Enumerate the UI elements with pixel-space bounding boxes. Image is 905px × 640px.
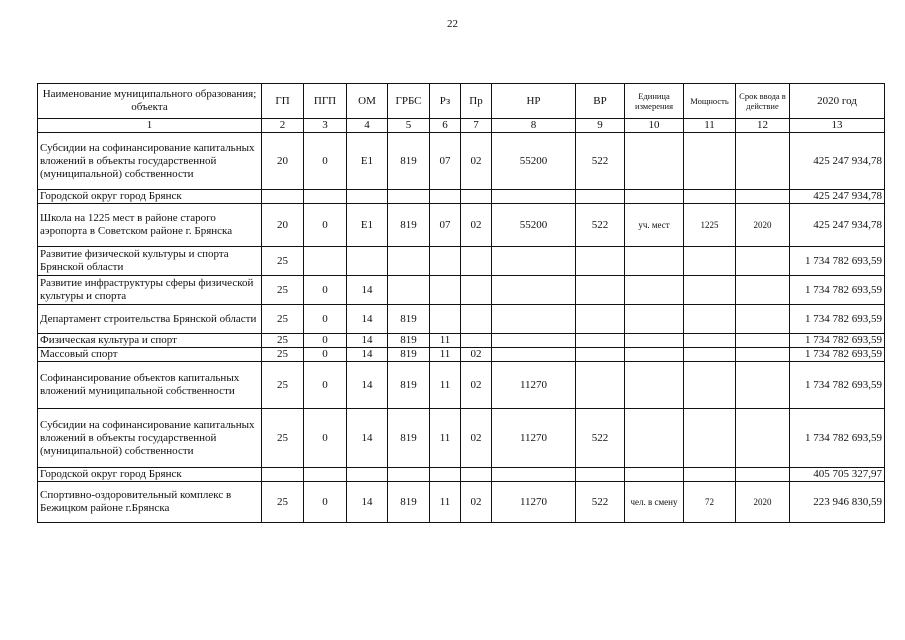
- amount-cell: 425 247 934,78: [790, 133, 885, 190]
- pgp-cell: 0: [304, 305, 347, 334]
- pgp-cell: [304, 468, 347, 482]
- gp-cell: [262, 468, 304, 482]
- pr-cell: [461, 305, 492, 334]
- capacity-cell: [684, 334, 736, 348]
- vr-cell: [576, 247, 625, 276]
- table-row: [38, 133, 885, 190]
- capacity-cell: [684, 276, 736, 305]
- grbs-cell: 819: [388, 133, 430, 190]
- amount-cell: 1 734 782 693,59: [790, 409, 885, 468]
- capacity-cell: [684, 305, 736, 334]
- vr-cell: 522: [576, 409, 625, 468]
- grbs-cell: 819: [388, 482, 430, 523]
- om-cell: 14: [347, 348, 388, 362]
- table-row: [38, 362, 885, 409]
- rz-cell: 11: [430, 362, 461, 409]
- table-row: [38, 247, 885, 276]
- rz-cell: 07: [430, 133, 461, 190]
- amount-cell: 1 734 782 693,59: [790, 362, 885, 409]
- unit-cell: [625, 133, 684, 190]
- pr-cell: 02: [461, 133, 492, 190]
- row-name-cell: Городской округ город Брянск: [38, 468, 262, 482]
- pr-cell: 02: [461, 362, 492, 409]
- gp-cell: 25: [262, 334, 304, 348]
- vr-cell: [576, 348, 625, 362]
- pgp-cell: 0: [304, 204, 347, 247]
- header-name: Наименование муниципального образования; объекта: [38, 84, 262, 119]
- grbs-cell: [388, 276, 430, 305]
- vr-cell: [576, 334, 625, 348]
- deadline-cell: 2020: [736, 482, 790, 523]
- unit-cell: уч. мест: [625, 204, 684, 247]
- grbs-cell: 819: [388, 409, 430, 468]
- nr-cell: 55200: [492, 133, 576, 190]
- table-row: [38, 409, 885, 468]
- header-vr: ВР: [576, 84, 625, 119]
- pr-cell: 02: [461, 348, 492, 362]
- table-row: [38, 482, 885, 523]
- vr-cell: [576, 276, 625, 305]
- row-name-cell: Департамент строительства Брянской области: [38, 305, 262, 334]
- om-cell: 14: [347, 482, 388, 523]
- om-cell: [347, 190, 388, 204]
- capacity-cell: [684, 409, 736, 468]
- capacity-cell: [684, 247, 736, 276]
- amount-cell: 1 734 782 693,59: [790, 334, 885, 348]
- deadline-cell: [736, 409, 790, 468]
- capacity-cell: [684, 362, 736, 409]
- column-number: 6: [430, 119, 461, 133]
- table-row: [38, 190, 885, 204]
- amount-cell: 425 247 934,78: [790, 204, 885, 247]
- deadline-cell: [736, 276, 790, 305]
- pr-cell: [461, 190, 492, 204]
- table-row: [38, 468, 885, 482]
- header-row: [38, 84, 885, 119]
- vr-cell: 522: [576, 204, 625, 247]
- rz-cell: [430, 305, 461, 334]
- table-row: [38, 204, 885, 247]
- column-number: 4: [347, 119, 388, 133]
- rz-cell: 11: [430, 409, 461, 468]
- row-name-cell: Субсидии на софинансирование капитальных вложений в объекты государственной (муниципальной) собственности: [38, 409, 262, 468]
- grbs-cell: 819: [388, 305, 430, 334]
- vr-cell: [576, 190, 625, 204]
- nr-cell: [492, 190, 576, 204]
- gp-cell: 25: [262, 482, 304, 523]
- nr-cell: 11270: [492, 482, 576, 523]
- header-pgp: ПГП: [304, 84, 347, 119]
- nr-cell: [492, 468, 576, 482]
- vr-cell: 522: [576, 482, 625, 523]
- capacity-cell: [684, 468, 736, 482]
- column-number-row: [38, 119, 885, 133]
- deadline-cell: [736, 348, 790, 362]
- deadline-cell: [736, 468, 790, 482]
- pgp-cell: 0: [304, 362, 347, 409]
- table-row: [38, 305, 885, 334]
- header-rz: Рз: [430, 84, 461, 119]
- gp-cell: 25: [262, 409, 304, 468]
- unit-cell: [625, 334, 684, 348]
- capacity-cell: [684, 133, 736, 190]
- unit-cell: [625, 190, 684, 204]
- row-name-cell: Спортивно-оздоровительный комплекс в Бежицком районе г.Брянска: [38, 482, 262, 523]
- amount-cell: 425 247 934,78: [790, 190, 885, 204]
- amount-cell: 1 734 782 693,59: [790, 276, 885, 305]
- deadline-cell: 2020: [736, 204, 790, 247]
- row-name-cell: Субсидии на софинансирование капитальных вложений в объекты государственной (муниципальной) собственности: [38, 133, 262, 190]
- header-pr: Пр: [461, 84, 492, 119]
- nr-cell: [492, 334, 576, 348]
- gp-cell: 20: [262, 133, 304, 190]
- header-gp: ГП: [262, 84, 304, 119]
- column-number: 10: [625, 119, 684, 133]
- om-cell: 14: [347, 409, 388, 468]
- header-capacity: Мощность: [684, 84, 736, 119]
- table-row: [38, 348, 885, 362]
- pr-cell: 02: [461, 482, 492, 523]
- gp-cell: 25: [262, 348, 304, 362]
- header-om: ОМ: [347, 84, 388, 119]
- deadline-cell: [736, 362, 790, 409]
- grbs-cell: 819: [388, 362, 430, 409]
- capacity-cell: 1225: [684, 204, 736, 247]
- header-unit: Единица измерения: [625, 84, 684, 119]
- row-name-cell: Физическая культура и спорт: [38, 334, 262, 348]
- vr-cell: [576, 362, 625, 409]
- budget-table: [37, 83, 885, 523]
- row-name-cell: Софинансирование объектов капитальных вложений муниципальной собственности: [38, 362, 262, 409]
- om-cell: [347, 468, 388, 482]
- row-name-cell: Развитие физической культуры и спорта Брянской области: [38, 247, 262, 276]
- unit-cell: [625, 305, 684, 334]
- gp-cell: 20: [262, 204, 304, 247]
- pgp-cell: 0: [304, 409, 347, 468]
- pgp-cell: [304, 247, 347, 276]
- amount-cell: 1 734 782 693,59: [790, 348, 885, 362]
- grbs-cell: [388, 468, 430, 482]
- row-name-cell: Городской округ город Брянск: [38, 190, 262, 204]
- vr-cell: [576, 305, 625, 334]
- grbs-cell: 819: [388, 334, 430, 348]
- column-number: 3: [304, 119, 347, 133]
- gp-cell: 25: [262, 247, 304, 276]
- capacity-cell: [684, 348, 736, 362]
- column-number: 9: [576, 119, 625, 133]
- header-grbs: ГРБС: [388, 84, 430, 119]
- gp-cell: 25: [262, 362, 304, 409]
- om-cell: E1: [347, 133, 388, 190]
- gp-cell: 25: [262, 305, 304, 334]
- pr-cell: [461, 247, 492, 276]
- gp-cell: [262, 190, 304, 204]
- rz-cell: 07: [430, 204, 461, 247]
- header-deadline: Срок ввода в действие: [736, 84, 790, 119]
- row-name-cell: Массовый спорт: [38, 348, 262, 362]
- pgp-cell: [304, 190, 347, 204]
- deadline-cell: [736, 334, 790, 348]
- page-number: 22: [447, 18, 458, 30]
- deadline-cell: [736, 133, 790, 190]
- pgp-cell: 0: [304, 133, 347, 190]
- amount-cell: 1 734 782 693,59: [790, 247, 885, 276]
- unit-cell: [625, 348, 684, 362]
- unit-cell: [625, 468, 684, 482]
- header-nr: НР: [492, 84, 576, 119]
- om-cell: 14: [347, 334, 388, 348]
- om-cell: 14: [347, 305, 388, 334]
- rz-cell: 11: [430, 334, 461, 348]
- grbs-cell: 819: [388, 204, 430, 247]
- nr-cell: [492, 348, 576, 362]
- unit-cell: [625, 276, 684, 305]
- om-cell: 14: [347, 362, 388, 409]
- unit-cell: [625, 409, 684, 468]
- grbs-cell: 819: [388, 348, 430, 362]
- unit-cell: [625, 247, 684, 276]
- deadline-cell: [736, 305, 790, 334]
- amount-cell: 223 946 830,59: [790, 482, 885, 523]
- pgp-cell: 0: [304, 482, 347, 523]
- pgp-cell: 0: [304, 348, 347, 362]
- nr-cell: 55200: [492, 204, 576, 247]
- column-number: 7: [461, 119, 492, 133]
- column-number: 1: [38, 119, 262, 133]
- nr-cell: [492, 276, 576, 305]
- row-name-cell: Школа на 1225 мест в районе старого аэропорта в Советском районе г. Брянска: [38, 204, 262, 247]
- pr-cell: [461, 334, 492, 348]
- deadline-cell: [736, 247, 790, 276]
- column-number: 13: [790, 119, 885, 133]
- grbs-cell: [388, 190, 430, 204]
- pgp-cell: 0: [304, 334, 347, 348]
- header-year: 2020 год: [790, 84, 885, 119]
- amount-cell: 1 734 782 693,59: [790, 305, 885, 334]
- column-number: 12: [736, 119, 790, 133]
- nr-cell: [492, 305, 576, 334]
- capacity-cell: [684, 190, 736, 204]
- rz-cell: [430, 247, 461, 276]
- nr-cell: 11270: [492, 362, 576, 409]
- nr-cell: [492, 247, 576, 276]
- column-number: 8: [492, 119, 576, 133]
- om-cell: 14: [347, 276, 388, 305]
- rz-cell: 11: [430, 482, 461, 523]
- pr-cell: [461, 276, 492, 305]
- column-number: 11: [684, 119, 736, 133]
- pr-cell: 02: [461, 409, 492, 468]
- om-cell: [347, 247, 388, 276]
- vr-cell: 522: [576, 133, 625, 190]
- deadline-cell: [736, 190, 790, 204]
- gp-cell: 25: [262, 276, 304, 305]
- rz-cell: 11: [430, 348, 461, 362]
- capacity-cell: 72: [684, 482, 736, 523]
- rz-cell: [430, 468, 461, 482]
- unit-cell: чел. в смену: [625, 482, 684, 523]
- column-number: 5: [388, 119, 430, 133]
- column-number: 2: [262, 119, 304, 133]
- nr-cell: 11270: [492, 409, 576, 468]
- vr-cell: [576, 468, 625, 482]
- om-cell: E1: [347, 204, 388, 247]
- row-name-cell: Развитие инфраструктуры сферы физической культуры и спорта: [38, 276, 262, 305]
- amount-cell: 405 705 327,97: [790, 468, 885, 482]
- grbs-cell: [388, 247, 430, 276]
- pr-cell: [461, 468, 492, 482]
- pr-cell: 02: [461, 204, 492, 247]
- unit-cell: [625, 362, 684, 409]
- rz-cell: [430, 276, 461, 305]
- table-row: [38, 276, 885, 305]
- table-row: [38, 334, 885, 348]
- pgp-cell: 0: [304, 276, 347, 305]
- rz-cell: [430, 190, 461, 204]
